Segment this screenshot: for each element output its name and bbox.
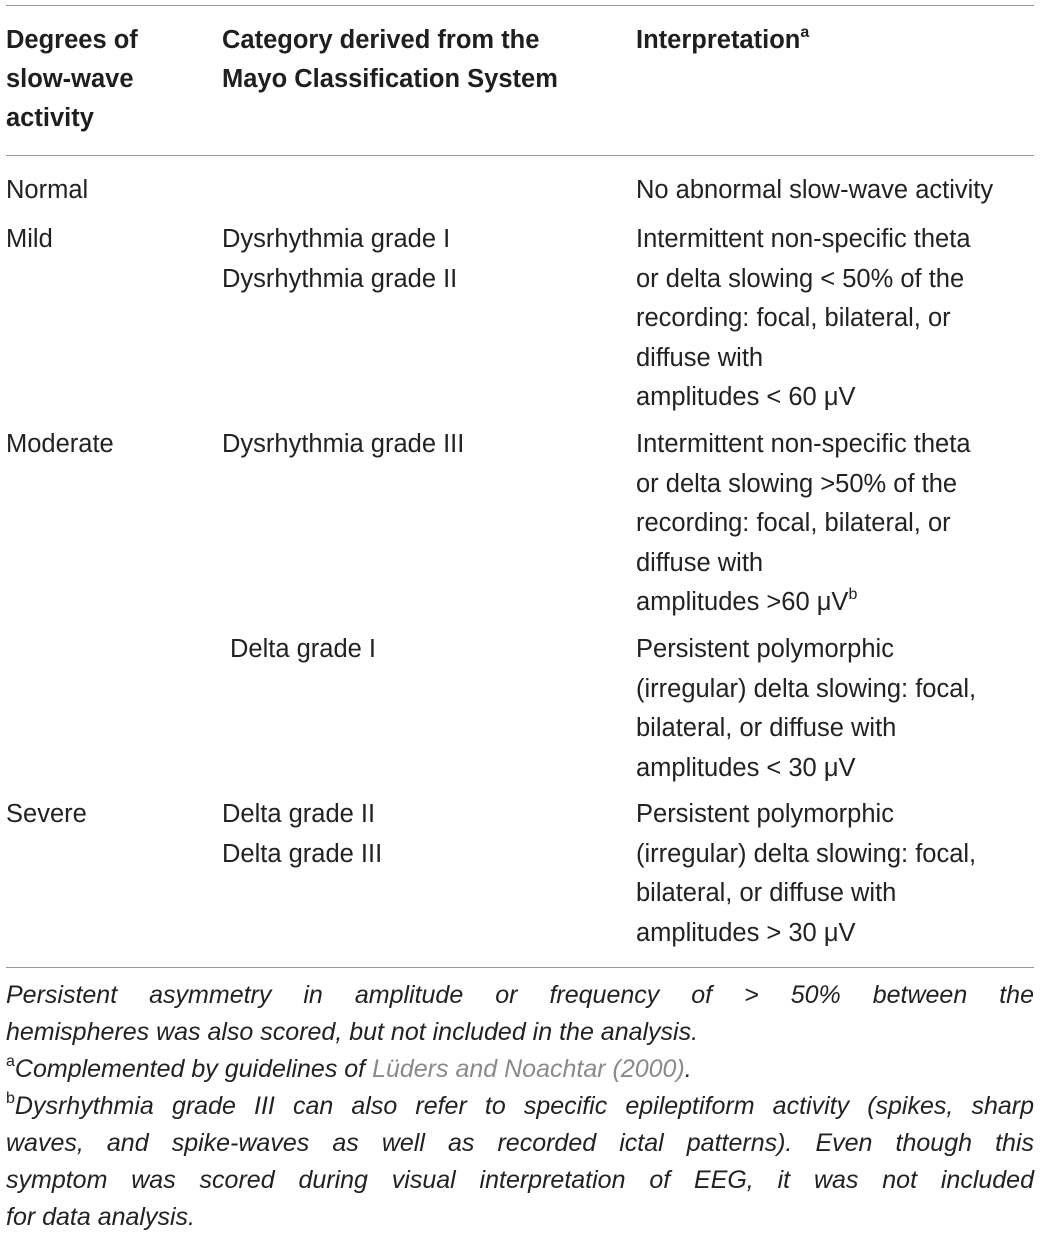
category-cell: Delta grade I [230, 635, 377, 663]
footnote-b-line: waves, and spike-waves as well as recorded ictal patterns). Even though this [6, 1129, 1034, 1157]
table-footnotes [6, 977, 1034, 1236]
reference-link[interactable]: Lüders and Noachtar (2000) [372, 1055, 685, 1083]
footnote-b-line: symptom was scored during visual interpretation of EEG, it was not included [6, 1166, 1034, 1194]
top-rule [6, 5, 1034, 6]
interpretation-cell: No abnormal slow-wave activity [636, 176, 994, 204]
degree-cell: Normal [6, 176, 89, 204]
footnote-marker-a: a [800, 23, 810, 41]
header-rule [6, 155, 1034, 156]
footnote-marker-b: b [848, 585, 858, 603]
interpretation-cell: Persistent polymorphic (irregular) delta slowing: focal, bilateral, or diffuse with amplitudes > 30 μV [636, 800, 977, 947]
degree-cell: Moderate [6, 430, 114, 458]
footnote-b: $^b$Dysrhythmia grade III can also refer to specific epileptiform activity (spikes, sharp [6, 1089, 1034, 1120]
interpretation-cell: Intermittent non-specific theta or delta slowing < 50% of the recording: focal, bilateral, or diffuse with amplitudes < 60 μV [636, 225, 971, 411]
general-note-line: Persistent asymmetry in amplitude or frequency of > 50% between the [6, 981, 1034, 1009]
interpretation-cell: Intermittent non-specific theta or delta slowing >50% of the recording: focal, bilateral, or diffuse with amplitudes >60 $\mu V^b$ [636, 430, 971, 616]
category-cell: Delta grade II Delta grade III [222, 800, 383, 868]
interpretation-cell: Persistent polymorphic (irregular) delta slowing: focal, bilateral, or diffuse with amplitudes < 30 μV [636, 635, 977, 782]
header-degrees: Degrees of slow-wave activity [6, 26, 138, 132]
footnote-b-line: for data analysis. [6, 1203, 195, 1231]
header-category: Category derived from the Mayo Classification System [222, 26, 558, 93]
category-cell: Dysrhythmia grade III [222, 430, 465, 458]
degree-cell: Severe [6, 800, 87, 828]
bottom-rule [6, 967, 1034, 968]
category-cell: Dysrhythmia grade I Dysrhythmia grade II [222, 225, 458, 293]
header-interpretation: Interpretation$^a$ [636, 23, 810, 54]
general-note-line: hemispheres was also scored, but not included in the analysis. [6, 1018, 699, 1046]
footnote-a: $^a$Complemented by guidelines of Lüders and Noachtar (2000). [6, 1052, 692, 1083]
degree-cell: Mild [6, 225, 53, 253]
